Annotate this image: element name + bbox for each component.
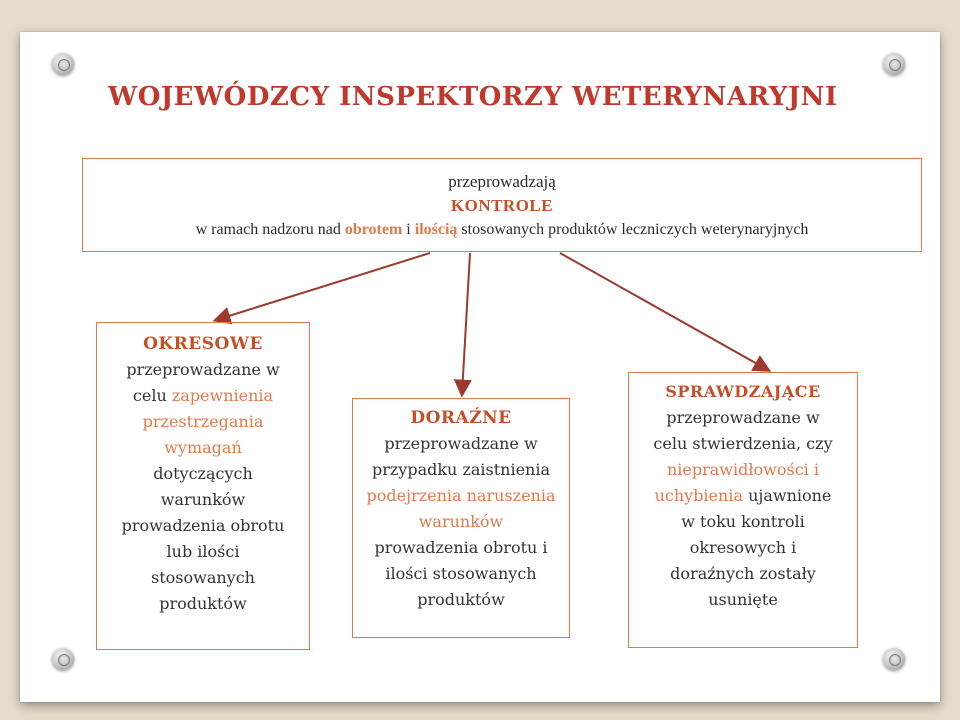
card-line	[629, 561, 857, 587]
card-line	[353, 561, 569, 587]
card-line-text: przeprowadzane w	[384, 434, 538, 453]
card-line-text: przestrzegania	[142, 412, 264, 431]
card-line-text: podejrzenia naruszenia	[366, 486, 556, 505]
card-line-text: wymagań	[164, 438, 242, 457]
card-line-text: przypadku zaistnienia	[371, 460, 551, 479]
controls-verb: przeprowadzają	[448, 172, 556, 191]
card-line	[629, 431, 857, 457]
card-line	[353, 535, 569, 561]
card-line-text: ujawnione	[742, 486, 832, 505]
card-line-text: ilości stosowanych	[385, 564, 537, 583]
pin-icon	[883, 53, 905, 75]
card-line	[97, 539, 309, 565]
scope-text: stosowanych produktów leczniczych weterynaryjnych	[457, 221, 809, 238]
card-line-text: doraźnych zostały	[670, 564, 816, 583]
card-heading: SPRAWDZAJĄCE	[665, 382, 821, 401]
card-line	[97, 565, 309, 591]
card-line-text: okresowych i	[689, 538, 797, 557]
pin-icon	[883, 648, 905, 670]
card-okresowe	[96, 322, 310, 650]
card-line	[629, 587, 857, 613]
card-line	[629, 405, 857, 431]
card-line-text: celu	[132, 386, 172, 405]
controls-box	[82, 158, 922, 252]
card-line	[353, 587, 569, 613]
card-line-text: stosowanych	[151, 568, 255, 587]
card-line-text: dotyczących	[153, 464, 253, 483]
card-line	[353, 457, 569, 483]
card-line	[97, 487, 309, 513]
card-line-text: w toku kontroli	[681, 512, 805, 531]
card-heading: DORAŹNE	[410, 408, 512, 428]
card-line	[629, 535, 857, 561]
pin-icon	[52, 53, 74, 75]
card-line-text: prowadzenia obrotu i	[374, 538, 548, 557]
pin-icon	[52, 648, 74, 670]
card-line	[97, 435, 309, 461]
card-line	[97, 591, 309, 617]
card-line	[353, 509, 569, 535]
card-line-text: usunięte	[708, 590, 778, 609]
card-line-text: produktów	[159, 594, 247, 613]
card-line-text: nieprawidłowości i	[666, 460, 819, 479]
card-line	[97, 513, 309, 539]
controls-scope	[83, 219, 921, 241]
card-sprawdzajace	[628, 372, 858, 648]
card-line	[353, 483, 569, 509]
controls-heading: KONTROLE	[450, 196, 554, 215]
card-line	[97, 383, 309, 409]
card-line-text: warunków	[418, 512, 504, 531]
card-line	[97, 357, 309, 383]
page-title: WOJEWÓDZCY INSPEKTORZY WETERYNARYJNI	[108, 82, 838, 112]
card-line-text: przeprowadzane w	[126, 360, 280, 379]
card-line-text: celu stwierdzenia, czy	[653, 434, 833, 453]
card-heading: OKRESOWE	[143, 334, 263, 354]
card-line	[629, 509, 857, 535]
scope-ilosc: ilością	[414, 221, 458, 238]
card-line	[97, 409, 309, 435]
card-line-text: produktów	[417, 590, 505, 609]
card-dorazne	[352, 398, 570, 638]
card-line	[353, 431, 569, 457]
card-line-text: uchybienia	[654, 486, 743, 505]
card-line	[629, 457, 857, 483]
card-line-text: warunków	[160, 490, 246, 509]
scope-text: i	[402, 221, 415, 238]
card-line-text: lub ilości	[166, 542, 240, 561]
card-line	[97, 461, 309, 487]
card-line-text: prowadzenia obrotu	[121, 516, 285, 535]
card-line-text: przeprowadzane w	[666, 408, 820, 427]
scope-text: w ramach nadzoru nad	[195, 221, 345, 238]
scope-obrot: obrotem	[344, 221, 403, 238]
card-line-text: zapewnienia	[171, 386, 274, 405]
card-line	[629, 483, 857, 509]
